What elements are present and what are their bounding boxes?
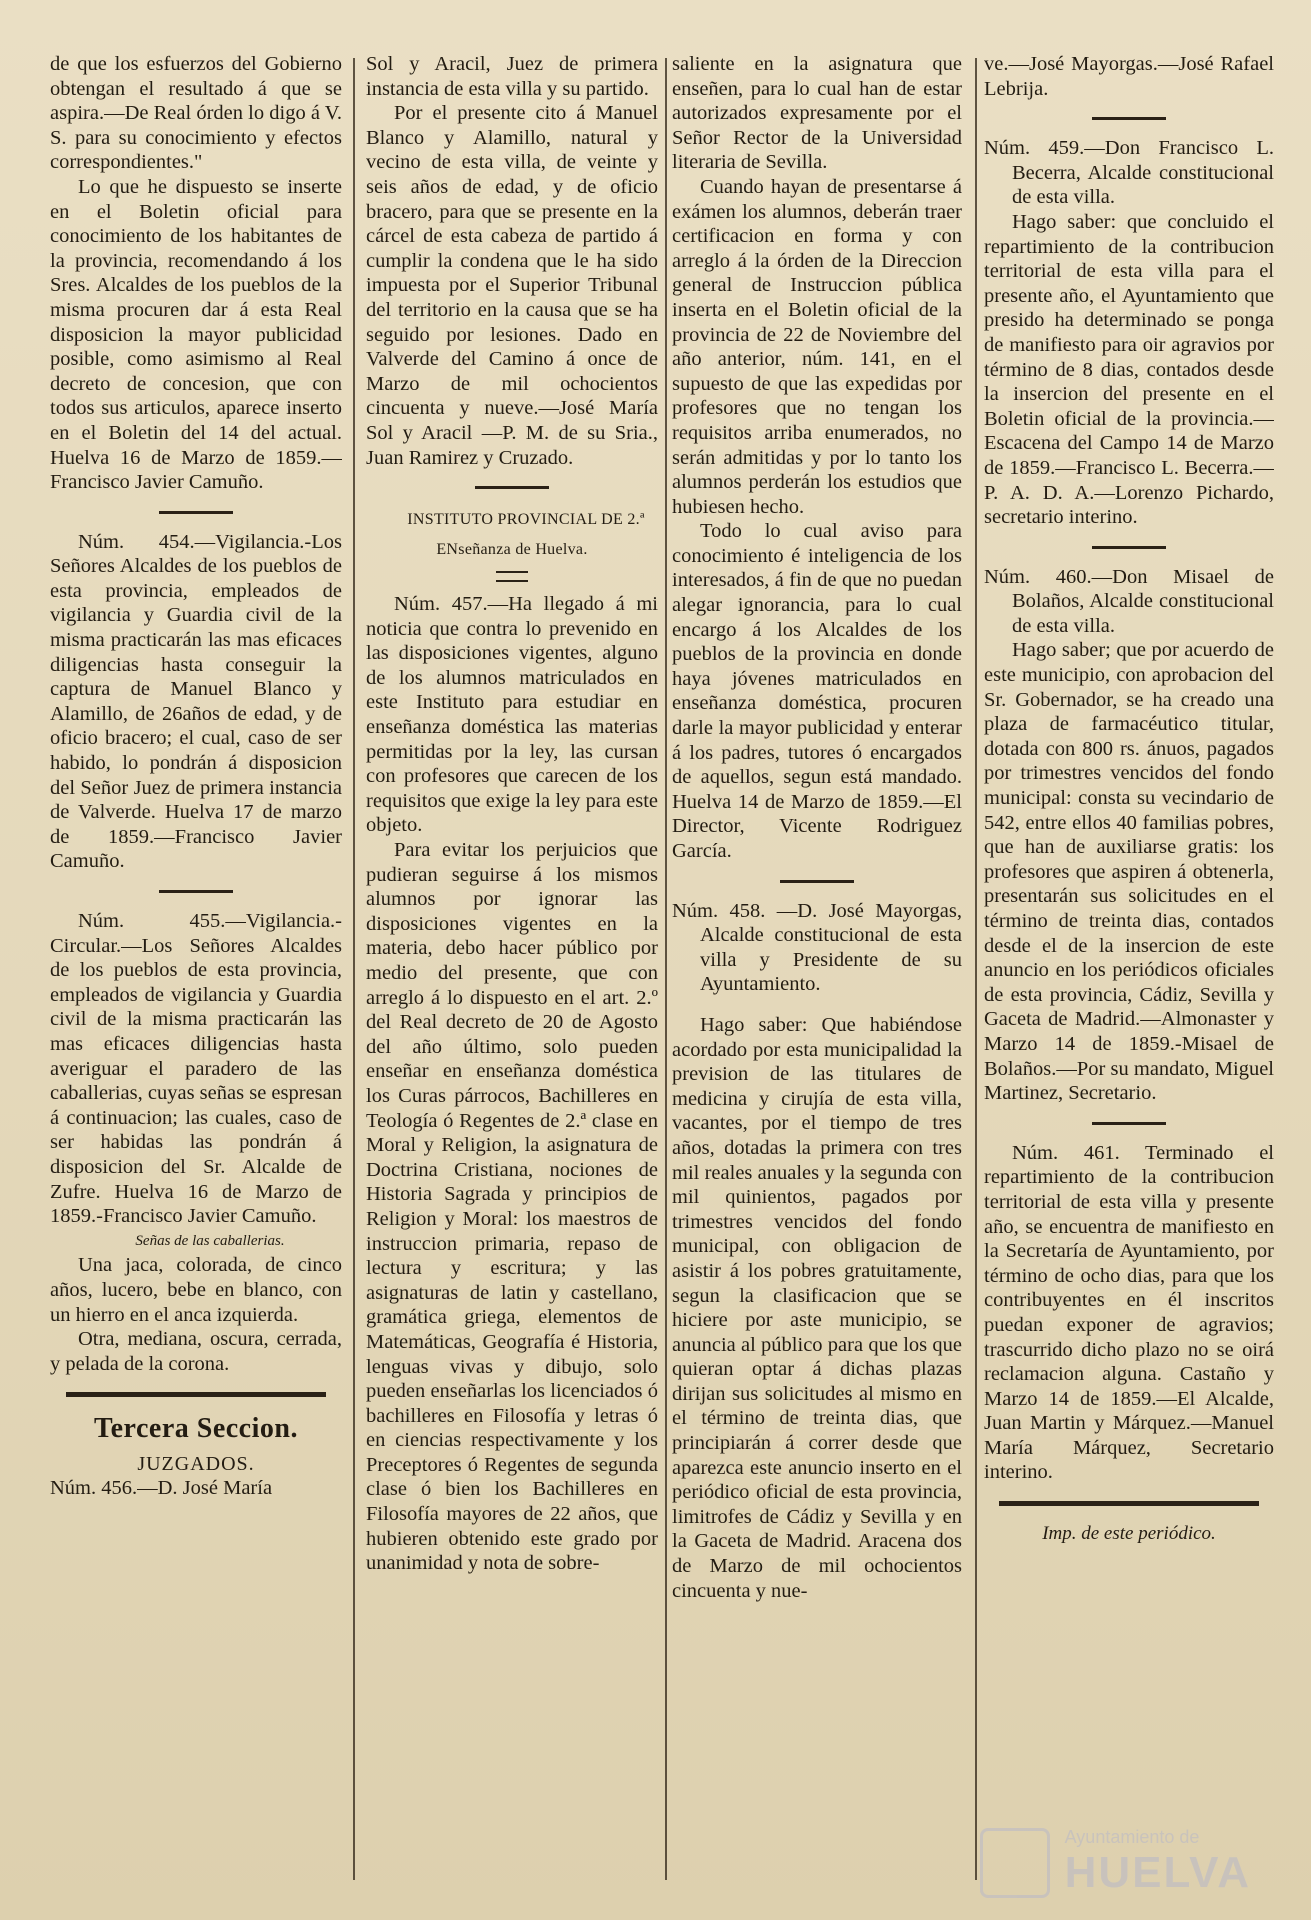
notice-459-heading [984, 136, 1274, 210]
separator [159, 511, 233, 514]
separator [1092, 546, 1166, 549]
signs-heading: Señas de las caballerias. [135, 1232, 285, 1249]
subsection-title: JUZGADOS. [137, 1452, 255, 1475]
paragraph: Una jaca, colorada, de cinco años, lucero, bebe en blanco, con un hierro en el anca izquierda. [50, 1254, 342, 1326]
paragraph: ve.—José Mayorgas.—José Rafael Lebrija. [984, 53, 1274, 100]
notice-458-heading [672, 899, 962, 997]
column-3 [672, 52, 962, 1876]
separator [1092, 1122, 1166, 1125]
paragraph: Hago saber: que concluido el repartimiento de la contribucion territorial de esta villa para el presente año, el Ayuntamiento que presido ha determinado se ponga de manifiesto para oir agravios por término de 8 dias, contados desde la insercion del presente en el Boletin oficial de la provincia.—Escacena del Campo 14 de Marzo de 1859.—Francisco L. Becerra.—P. A. D. A.—Lorenzo Pichardo, secretario interino. [984, 210, 1274, 529]
separator [159, 890, 233, 893]
notice-454: Núm. 454.—Vigilancia.-Los Señores Alcaldes de los pueblos de esta provincia, empleados de vigilancia y Guardia civil de la misma practicarán las mas eficaces diligencias hasta conseguir la captura de Manuel Blanco y Alamillo, de 26años de edad, y de oficio bracero; el cual, caso de ser habido, lo pondrán á disposicion del Señor Juez de primera instancia de Valverde. Huelva 17 de marzo de 1859.—Francisco Javier Camuño. [50, 530, 342, 873]
section-title: Tercera Seccion. [94, 1413, 298, 1445]
section-separator [66, 1392, 326, 1397]
notice-456-start: Núm. 456.—D. José María [50, 1477, 273, 1500]
column-1 [50, 52, 342, 1876]
double-rule [496, 571, 528, 582]
watermark-line-2: HUELVA [1064, 1848, 1251, 1897]
institute-heading: INSTITUTO PROVINCIAL DE 2.ª ENseñanza de Huelva. [407, 511, 645, 559]
notice-460-heading [984, 565, 1274, 639]
paragraph: Cuando hayan de presentarse á exámen los alumnos, deberán traer certificacion en forma y con arreglo á la órden de la Direccion general de Instruccion pública inserta en el Boletin oficial de la provincia de 22 de Noviembre del año anterior, núm. 141, en el supuesto de que las expedidas por profesores que no tengan los requisitos arriba enumerados, no serán admitidas y por lo tanto los alumnos perderán los estudios que hubiesen hecho. [672, 175, 962, 518]
column-rule [975, 58, 977, 1880]
separator [780, 880, 854, 883]
notice-457: Núm. 457.—Ha llegado á mi noticia que contra lo prevenido en las disposiciones vigentes, alguno de los alumnos matriculados en este Instituto para estudiar en enseñanza doméstica las materias permitidas por la ley, las cursan con profesores que carecen de los requisitos que exige la ley para este objeto. [366, 593, 658, 837]
column-rule [665, 58, 667, 1880]
paragraph: Sol y Aracil, Juez de primera instancia de esta villa y su partido. [366, 53, 658, 100]
watermark-line-1: Ayuntamiento de [1064, 1827, 1200, 1847]
paragraph: Otra, mediana, oscura, cerrada, y pelada de la corona. [50, 1328, 342, 1375]
watermark-text [1065, 1827, 1251, 1898]
notice-461: Núm. 461. Terminado el repartimiento de la contribucion territorial de esta villa y presente año, se encuentra de manifiesto en la Secretaría de Ayuntamiento, por término de ocho dias, para que los contribuyentes en él inscritos puedan exponer de agravios; trascurrido dicho plazo no se oirá reclamacion alguna. Castaño y Marzo 14 de 1859.—El Alcalde, Juan Martin y Márquez.—Manuel María Márquez, Secretario interino. [984, 1141, 1274, 1484]
notice-460-heading-text: Núm. 460.—Don Misael de Bolaños, Alcalde constitucional de esta villa. [984, 565, 1274, 637]
column-2 [366, 52, 658, 1876]
paragraph: de que los esfuerzos del Gobierno obtengan el resultado á que se aspira.—De Real órden lo digo á V. S. para su conocimiento y efectos correspondientes." [50, 53, 342, 174]
paragraph: Por el presente cito á Manuel Blanco y Alamillo, natural y vecino de esta villa, de veinte y seis años de edad, y de oficio bracero, para que se presente en la cárcel de esta cabeza de partido á cumplir la condena que le ha sido impuesta por el Superior Tribunal del territorio en la causa que se ha seguido por lesiones. Dado en Valverde del Camino á once de Marzo de mil ochocientos cincuenta y nueve.—José María Sol y Aracil —P. M. de su Sria., Juan Ramirez y Cruzado. [366, 102, 658, 469]
printer-note: Imp. de este periódico. [1042, 1523, 1216, 1545]
notice-459-heading-text: Núm. 459.—Don Francisco L. Becerra, Alcalde constitucional de esta villa. [984, 137, 1274, 209]
paragraph: Todo lo cual aviso para conocimiento é inteligencia de los interesados, á fin de que no puedan alegar ignorancia, para lo cual encargo á los Alcaldes de los pueblos de la provincia en donde haya jóvenes matriculados en enseñanza doméstica, procuren darle la mayor publicidad y enterar á los padres, tutores ó encargados de aquellos, segun está mandado. Huelva 14 de Marzo de 1859.—El Director, Vicente Rodriguez García. [672, 520, 962, 862]
paragraph: Hago saber: Que habiéndose acordado por esta municipalidad la prevision de las titulares de medicina y cirujía de esta villa, vacantes, por el tiempo de tres años, dotadas la primera con tres mil reales anuales y la segunda con mil quinientos, pagados por trimestres vencidos del fondo municipal, con obligacion de asistir á los pobres gratuitamente, segun la clasificacion que se hiciere por aste municipio, se anuncia al público para que los que quieran optar á dichas plazas dirijan sus solicitudes al mismo en el término de treinta dias, que principiarán á correr desde que aparezca este anuncio inserto en el periódico oficial de esta provincia, limitrofes de Cádiz y Sevilla y en la Gaceta de Madrid. Aracena dos de Marzo de mil ochocientos cincuenta y nue- [672, 1013, 962, 1602]
notice-455: Núm. 455.—Vigilancia.-Circular.—Los Señores Alcaldes de los pueblos de esta provincia, empleados de vigilancia y Guardia civil de la misma practicarán las mas eficaces diligencias hasta averiguar el paradero de las caballerias, cuyas señas se espresan á continuacion; las cuales, caso de ser habidas las pondrán á disposicion del Sr. Alcalde de Zufre. Huelva 16 de Marzo de 1859.-Francisco Javier Camuño. [50, 910, 342, 1228]
notice-458-heading-text: Núm. 458. —D. José Mayorgas, Alcalde constitucional de esta villa y Presidente de su Ayuntamiento. [672, 899, 962, 996]
column-4 [984, 52, 1274, 1876]
paragraph: Para evitar los perjuicios que pudieran seguirse á los mismos alumnos por ignorar las disposiciones vigentes en la materia, debo hacer público por medio del presente, que con arreglo á lo dispuesto en el art. 2.º del Real decreto de 20 de Agosto del año último, solo pueden enseñar en enseñanza doméstica los Curas párrocos, Bachilleres en Teología ó Regentes de 2.ª clase en Moral y Religion, la asignatura de Doctrina Cristiana, nociones de Historia Sagrada y principios de Religion y Moral: los maestros de instruccion primaria, repaso de lectura y escritura; y las asignaturas de latin y castellano, gramática griega, elementos de Matemáticas, Geografía é Historia, lenguas vivas y dibujo, solo pueden enseñarlas los licenciados ó bachilleres en Filosofía y letras ó en ciencias respectivamente y los Preceptores ó Regentes de segunda clase ó bien los Bachilleres en Filosofía mayores de 22 años, que hubieren obtenido este grado por unanimidad y nota de sobre- [366, 839, 658, 1575]
watermark [980, 1827, 1251, 1898]
separator [475, 486, 549, 489]
paragraph: Lo que he dispuesto se inserte en el Boletin oficial para conocimiento de los habitantes de la provincia, recomendando á los Sres. Alcaldes de los pueblos de la misma procuren dar á esta Real disposicion la mayor publicidad posible, como asimismo al Real decreto de concesion, que con todos sus articulos, aparece inserto en el Boletin del 14 del actual. Huelva 16 de Marzo de 1859.—Francisco Javier Camuño. [50, 175, 342, 494]
paragraph: Hago saber; que por acuerdo de este municipio, con aprobacion del Sr. Gobernador, se ha creado una plaza de farmacéutico titular, dotada con 800 rs. ánuos, pagados por trimestres vencidos del fondo municipal: consta su vecindario de 542, entre ellos 40 familias pobres, que han de auxiliarse gratis: los profesores que aspiren á obtenerla, presentarán sus solicitudes en el término de treinta dias, contados desde el de la insercion de este anuncio en los periódicos oficiales de esta provincia, Cádiz, Sevilla y Gaceta de Madrid.—Almonaster y Marzo 14 de 1859.-Misael de Bolaños.—Por su mandato, Miguel Martinez, Secretario. [984, 639, 1274, 1105]
separator [1092, 117, 1166, 120]
coat-of-arms-icon [980, 1828, 1050, 1898]
closing-separator [999, 1501, 1259, 1506]
paragraph: saliente en la asignatura que enseñen, para lo cual han de estar autorizados expresamente por el Señor Rector de la Universidad literaria de Sevilla. [672, 53, 962, 174]
column-rule [353, 58, 355, 1880]
